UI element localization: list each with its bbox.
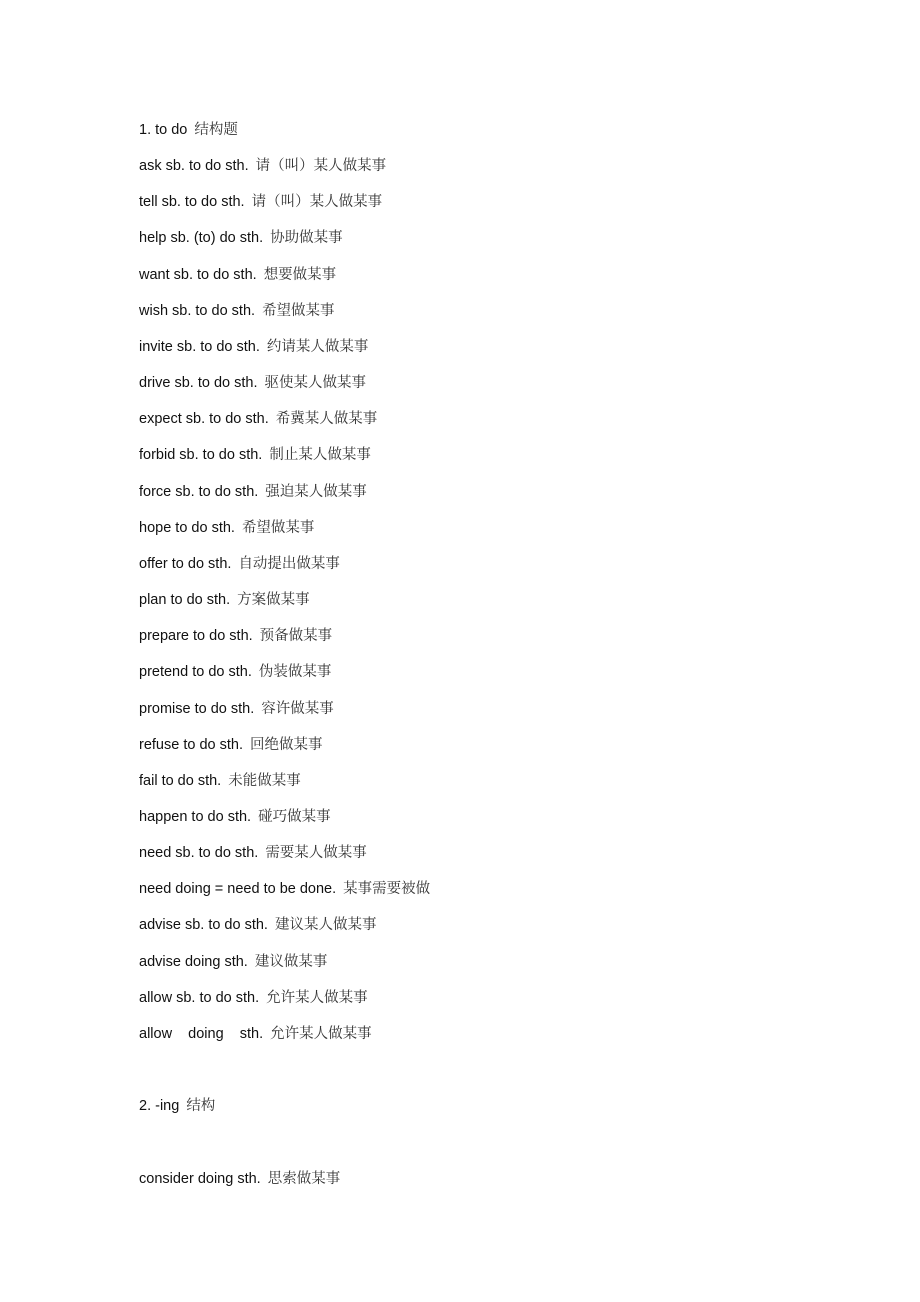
phrase-entry-chinese: 思索做某事 — [267, 1170, 341, 1187]
phrase-entry-english: need doing = need to be done. — [139, 881, 337, 898]
phrase-entry — [139, 510, 839, 546]
phrase-entry-chinese: 允许某人做某事 — [266, 989, 368, 1006]
phrase-entry-english: expect sb. to do sth. — [139, 411, 269, 428]
section-heading-english: 2. -ing — [139, 1098, 180, 1115]
phrase-entry-english: need sb. to do sth. — [139, 845, 259, 862]
blank-line — [139, 1052, 839, 1088]
phrase-entry-chinese: 自动提出做某事 — [238, 555, 340, 572]
phrase-entry-english: plan to do sth. — [139, 592, 231, 609]
phrase-entry-english: advise sb. to do sth. — [139, 917, 268, 934]
phrase-entry — [139, 546, 839, 582]
phrase-entry-english: drive sb. to do sth. — [139, 375, 258, 392]
phrase-entry-english: forbid sb. to do sth. — [139, 447, 263, 464]
phrase-entry — [139, 944, 839, 980]
phrase-entry — [139, 329, 839, 365]
phrase-entry — [139, 691, 839, 727]
phrase-entry-english: tell sb. to do sth. — [139, 194, 245, 211]
phrase-entry — [139, 1016, 839, 1052]
phrase-entry-chinese: 允许某人做某事 — [270, 1025, 372, 1042]
phrase-entry-english: wish sb. to do sth. — [139, 302, 256, 319]
phrase-entry-chinese: 回绝做某事 — [249, 736, 323, 753]
section-heading — [139, 1088, 839, 1124]
phrase-entry-chinese: 需要某人做某事 — [265, 845, 367, 862]
phrase-entry — [139, 907, 839, 943]
phrase-entry-english: help sb. (to) do sth. — [139, 230, 264, 247]
phrase-entry-english: refuse to do sth. — [139, 736, 243, 753]
phrase-entry-chinese: 伪装做某事 — [258, 664, 332, 681]
phrase-entry — [139, 148, 839, 184]
phrase-entry — [139, 474, 839, 510]
phrase-entry — [139, 727, 839, 763]
phrase-entry-chinese: 碰巧做某事 — [258, 808, 331, 825]
phrase-entry — [139, 293, 839, 329]
phrase-entry-english: promise to do sth. — [139, 700, 255, 717]
phrase-entry-chinese: 协助做某事 — [270, 230, 343, 247]
section-heading — [139, 112, 839, 148]
phrase-entry-chinese: 希望做某事 — [241, 519, 315, 536]
document-page — [139, 112, 839, 1197]
phrase-entry-chinese: 想要做某事 — [263, 266, 337, 283]
phrase-entry-english: invite sb. to do sth. — [139, 338, 260, 355]
blank-line — [139, 1124, 839, 1160]
phrase-entry — [139, 437, 839, 473]
phrase-entry-chinese: 预备做某事 — [259, 628, 333, 645]
phrase-entry-english: prepare to do sth. — [139, 628, 253, 645]
phrase-entry — [139, 582, 839, 618]
phrase-entry-chinese: 方案做某事 — [237, 592, 310, 609]
phrase-entry — [139, 654, 839, 690]
phrase-entry-chinese: 制止某人做某事 — [269, 447, 371, 464]
phrase-entry-chinese: 希冀某人做某事 — [275, 411, 378, 428]
phrase-entry-chinese: 未能做某事 — [228, 772, 301, 789]
phrase-entry — [139, 220, 839, 256]
phrase-entry-english: allow sb. to do sth. — [139, 989, 260, 1006]
phrase-entry — [139, 184, 839, 220]
phrase-entry — [139, 799, 839, 835]
phrase-entry — [139, 871, 839, 907]
phrase-entry-chinese: 建议做某事 — [254, 953, 328, 970]
phrase-entry-chinese: 建议某人做某事 — [274, 917, 377, 934]
phrase-entry-chinese: 请（叫）某人做某事 — [255, 158, 387, 175]
phrase-entry-english: offer to do sth. — [139, 555, 232, 572]
phrase-entry — [139, 618, 839, 654]
phrase-entry-chinese: 驱使某人做某事 — [264, 375, 366, 392]
phrase-entry-chinese: 强迫某人做某事 — [265, 483, 367, 500]
phrase-entry-chinese: 某事需要被做 — [343, 881, 431, 898]
phrase-entry-english: allow doing sth. — [139, 1025, 264, 1042]
section-heading-chinese: 结构 — [186, 1098, 216, 1115]
phrase-entry — [139, 980, 839, 1016]
phrase-entry-english: ask sb. to do sth. — [139, 158, 249, 175]
phrase-entry-chinese: 约请某人做某事 — [266, 338, 369, 355]
phrase-entry-chinese: 请（叫）某人做某事 — [251, 194, 383, 211]
phrase-entry — [139, 401, 839, 437]
phrase-entry-english: happen to do sth. — [139, 808, 252, 825]
phrase-entry — [139, 1161, 839, 1197]
phrase-entry-english: want sb. to do sth. — [139, 266, 257, 283]
phrase-entry — [139, 365, 839, 401]
phrase-entry — [139, 835, 839, 871]
phrase-entry-english: pretend to do sth. — [139, 664, 252, 681]
phrase-entry-chinese: 容许做某事 — [261, 700, 334, 717]
section-heading-english: 1. to do — [139, 122, 188, 138]
phrase-entry — [139, 257, 839, 293]
phrase-entry-chinese: 希望做某事 — [262, 302, 335, 319]
phrase-entry-english: advise doing sth. — [139, 953, 248, 970]
phrase-entry — [139, 763, 839, 799]
phrase-entry-english: force sb. to do sth. — [139, 483, 259, 500]
phrase-entry-english: consider doing sth. — [139, 1170, 261, 1187]
section-heading-chinese: 结构题 — [194, 122, 238, 138]
phrase-entry-english: hope to do sth. — [139, 519, 235, 536]
phrase-entry-english: fail to do sth. — [139, 772, 222, 789]
